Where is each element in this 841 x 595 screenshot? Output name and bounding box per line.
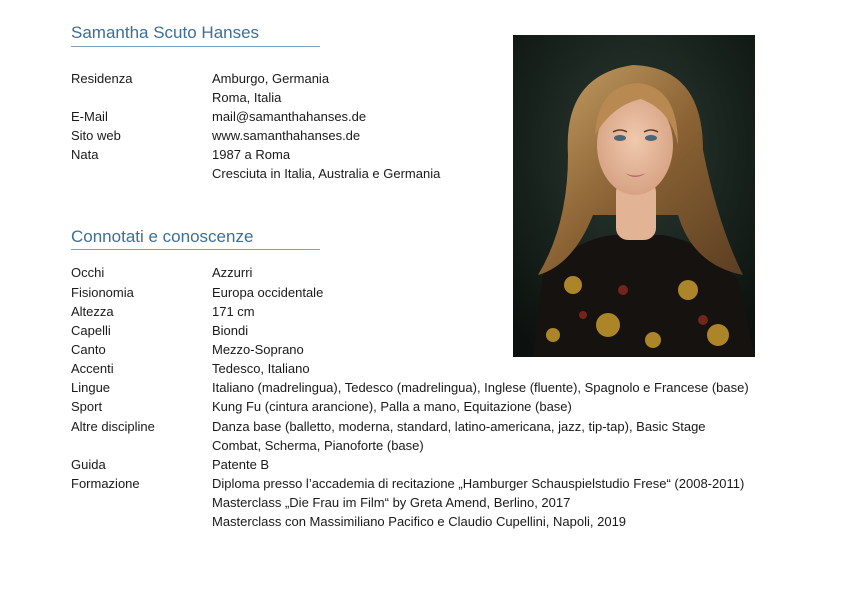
row-label: Altre discipline (71, 419, 155, 434)
row-value: Combat, Scherma, Pianoforte (base) (212, 438, 424, 453)
website-value[interactable]: www.samanthahanses.de (212, 128, 361, 143)
row-value: Europa occidentale (212, 285, 324, 300)
row-value: Masterclass con Massimiliano Pacifico e Claudio Cupellini, Napoli, 2019 (212, 514, 627, 529)
row-value: Azzurri (212, 265, 253, 280)
section-underline (71, 249, 320, 250)
page-title: Samantha Scuto Hanses (71, 23, 260, 42)
row-value: Patente B (212, 457, 270, 472)
row-value: Danza base (balletto, moderna, standard, latino-americana, jazz, tip-tap), Basic Stage (212, 419, 706, 434)
row-label: Capelli (71, 323, 111, 338)
row-label: Altezza (71, 304, 114, 319)
row-value: Mezzo-Soprano (212, 342, 304, 357)
row-label: Sport (71, 399, 103, 414)
row-value: 171 cm (212, 304, 255, 319)
row-value: Masterclass „Die Frau im Film“ by Greta Amend, Berlino, 2017 (212, 495, 571, 510)
row-value: Biondi (212, 323, 249, 338)
row-label: E-Mail (71, 109, 108, 124)
row-value: Amburgo, Germania (212, 71, 330, 86)
row-label: Canto (71, 342, 106, 357)
row-label: Occhi (71, 265, 105, 280)
row-value: Tedesco, Italiano (212, 361, 310, 376)
row-value: Kung Fu (cintura arancione), Palla a mano, Equitazione (base) (212, 399, 572, 414)
section-title: Connotati e conoscenze (71, 227, 254, 246)
row-value: 1987 a Roma (212, 147, 291, 162)
portrait-photo (513, 35, 755, 357)
row-value: Roma, Italia (212, 90, 282, 105)
row-label: Sito web (71, 128, 121, 143)
row-label: Fisionomia (71, 285, 134, 300)
row-value: Diploma presso l’accademia di recitazione „Hamburger Schauspielstudio Frese“ (2008-2011) (212, 476, 745, 491)
email-value[interactable]: mail@samanthahanses.de (212, 109, 367, 124)
row-label: Formazione (71, 476, 140, 491)
row-label: Residenza (71, 71, 133, 86)
row-label: Guida (71, 457, 106, 472)
row-label: Nata (71, 147, 99, 162)
row-label: Accenti (71, 361, 114, 376)
row-value: Italiano (madrelingua), Tedesco (madrelingua), Inglese (fluente), Spagnolo e Francese (base) (212, 380, 749, 395)
title-underline (71, 46, 320, 47)
row-value: Cresciuta in Italia, Australia e Germania (212, 166, 441, 181)
row-label: Lingue (71, 380, 111, 395)
